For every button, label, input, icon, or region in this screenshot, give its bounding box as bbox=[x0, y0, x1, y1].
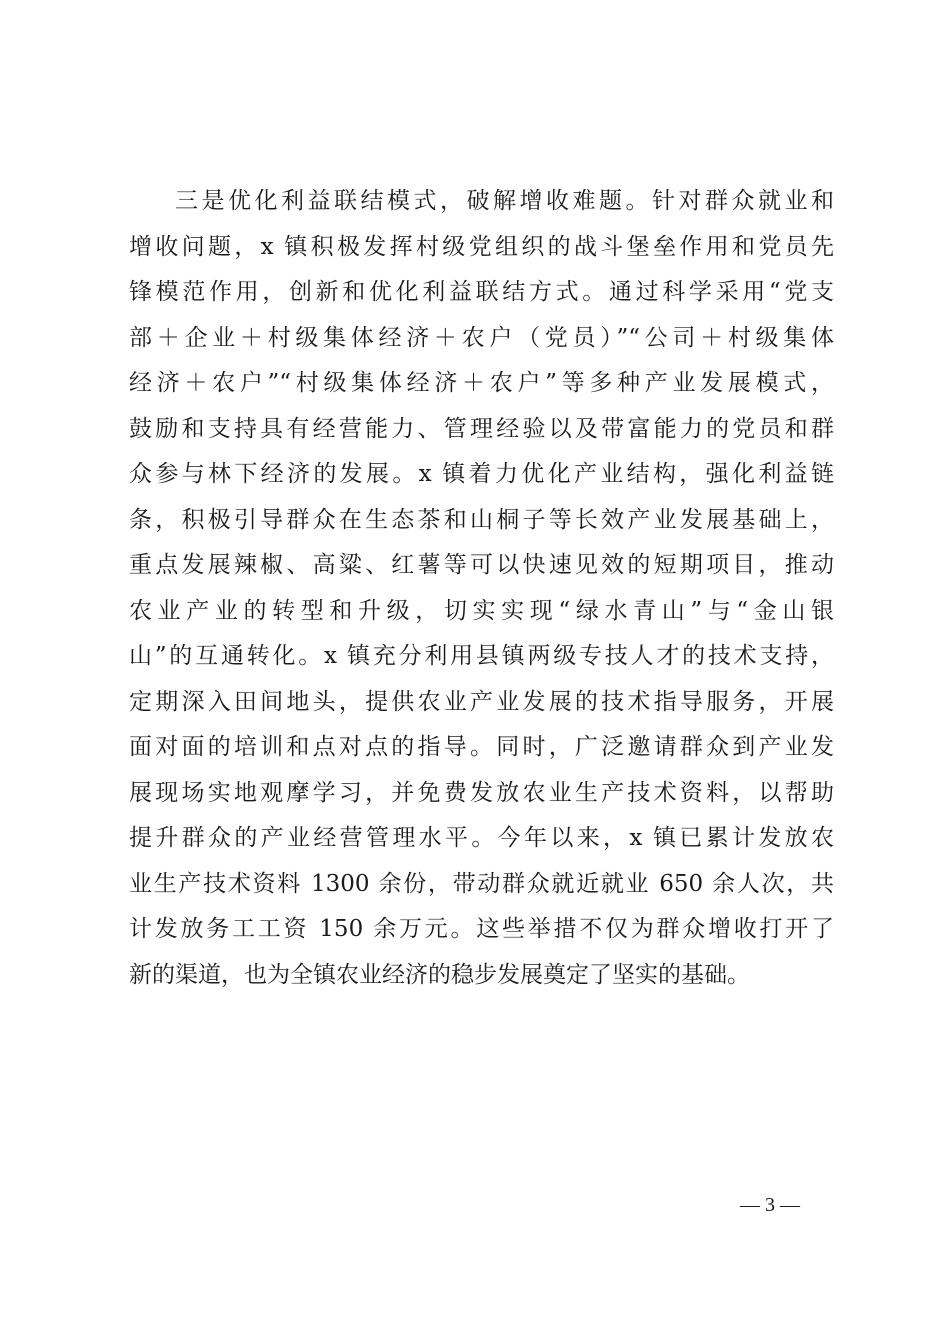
body-paragraph bbox=[129, 179, 834, 998]
paragraph-line: 三是优化利益联结模式，破解增收难题。针对群众就业和 bbox=[175, 188, 834, 214]
paragraph-line: 增收问题，x 镇积极发挥村级党组织的战斗堡垒作用和党员先 bbox=[129, 233, 834, 260]
paragraph-line: 农业产业的转型和升级，切实实现“绿水青山”与“金山银 bbox=[129, 597, 834, 624]
paragraph-line: 展现场实地观摩学习，并免费发放农业生产技术资料，以帮助 bbox=[129, 779, 834, 806]
page-number: — 3 — bbox=[740, 1194, 800, 1216]
paragraph-line: 新的渠道，也为全镇农业经济的稳步发展奠定了坚实的基础。 bbox=[129, 961, 750, 988]
paragraph-line: 业生产技术资料 1300 余份，带动群众就近就业 650 余人次，共 bbox=[129, 870, 834, 897]
paragraph-line: 条，积极引导群众在生态茶和山桐子等长效产业发展基础上， bbox=[129, 506, 834, 533]
paragraph-line: 提升群众的产业经营管理水平。今年以来，x 镇已累计发放农 bbox=[129, 825, 834, 851]
paragraph-line: 定期深入田间地头，提供农业产业发展的技术指导服务，开展 bbox=[129, 688, 834, 715]
paragraph-line: 面对面的培训和点对点的指导。同时，广泛邀请群众到产业发 bbox=[129, 734, 834, 760]
paragraph-line: 众参与林下经济的发展。x 镇着力优化产业结构，强化利益链 bbox=[129, 461, 834, 487]
paragraph-line: 锋模范作用，创新和优化利益联结方式。通过科学采用“党支 bbox=[129, 279, 834, 305]
paragraph-line: 鼓励和支持具有经营能力、管理经验以及带富能力的党员和群 bbox=[129, 415, 834, 442]
paragraph-line: 计发放务工工资 150 余万元。这些举措不仅为群众增收打开了 bbox=[129, 916, 834, 942]
paragraph-line: 部＋企业＋村级集体经济＋农户（党员）”“公司＋村级集体 bbox=[129, 324, 834, 351]
paragraph-line: 山”的互通转化。x 镇充分利用县镇两级专技人才的技术支持， bbox=[129, 643, 834, 669]
paragraph-line: 重点发展辣椒、高粱、红薯等可以快速见效的短期项目，推动 bbox=[129, 552, 834, 578]
paragraph-line: 经济＋农户”“村级集体经济＋农户”等多种产业发展模式， bbox=[129, 370, 834, 396]
